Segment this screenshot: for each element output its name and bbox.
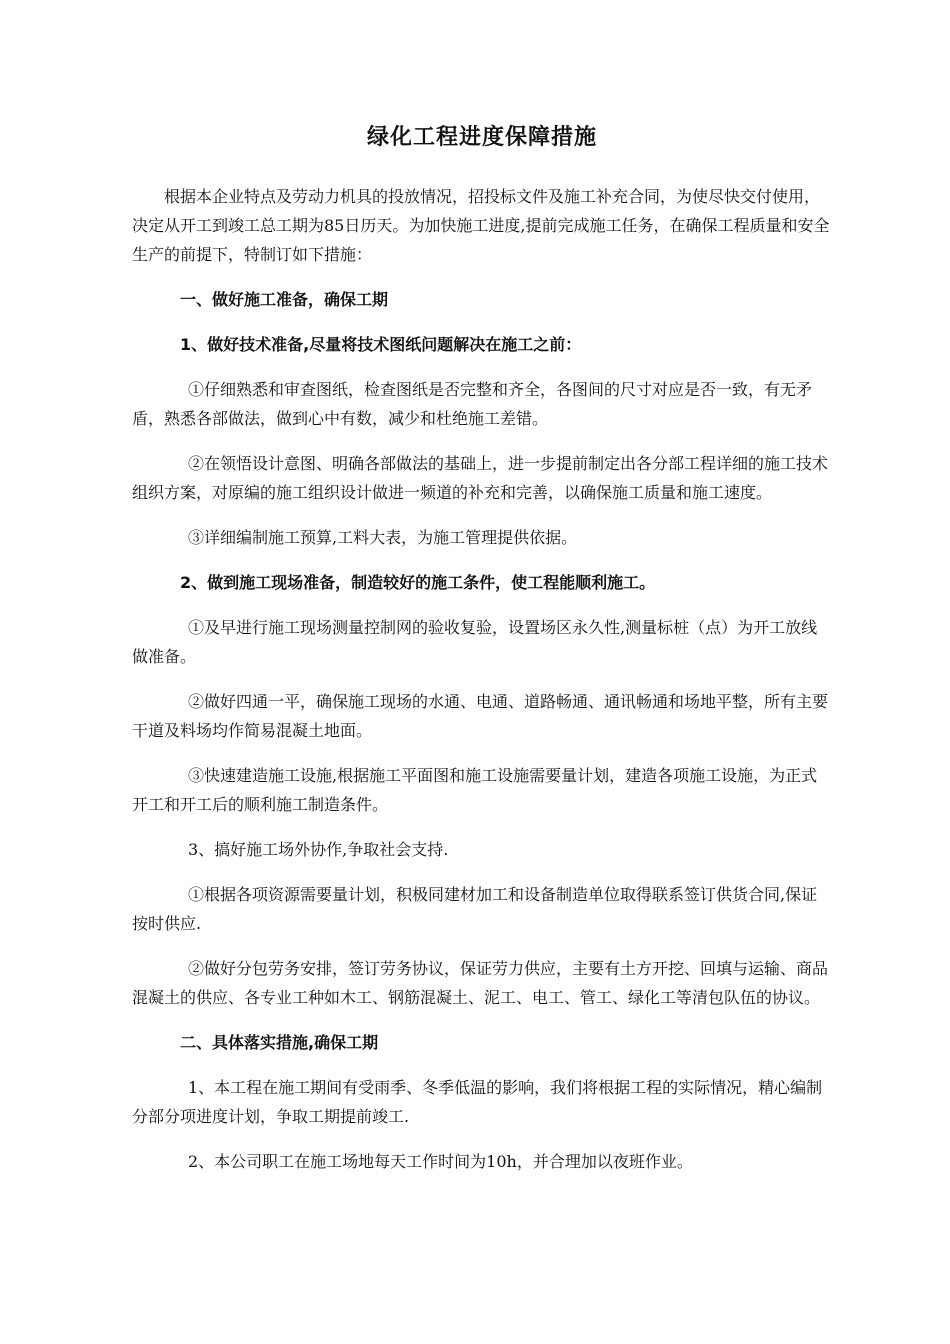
document-title: 绿化工程进度保障措施 xyxy=(366,125,597,150)
section-1-heading: 一、做好施工准备，确保工期 xyxy=(180,290,389,309)
list-item: ①及早进行施工现场测量控制网的验收复验，设置场区永久性,测量标桩（点）为开工放线做准备。 xyxy=(132,618,818,666)
list-item: ③快速建造施工设施,根据施工平面图和施工设施需要量计划，建造各项施工设施，为正式开工和开工后的顺利施工制造条件。 xyxy=(132,766,818,814)
list-item: ③详细编制施工预算,工料大表，为施工管理提供依据。 xyxy=(188,528,578,547)
document-page xyxy=(132,118,832,1192)
intro-paragraph: 根据本企业特点及劳动力机具的投放情况，招投标文件及施工补充合同，为使尽快交付使用，决定从开工到竣工总工期为85日历天。为加快施工进度,提前完成施工任务，在确保工程质量和安全生产的前提下，特制订如下措施： xyxy=(132,187,830,264)
list-item: ①根据各项资源需要量计划，积极同建材加工和设备制造单位取得联系签订供货合同,保证按时供应. xyxy=(132,885,818,933)
section-1-sub-1-heading: 1、做好技术准备,尽量将技术图纸问题解决在施工之前： xyxy=(180,335,582,354)
list-item: ①仔细熟悉和审查图纸，检查图纸是否完整和齐全，各图间的尺寸对应是否一致，有无矛盾，熟悉各部做法，做到心中有数，减少和杜绝施工差错。 xyxy=(132,380,813,428)
section-1-sub-3-heading: 3、搞好施工场外协作,争取社会支持. xyxy=(188,840,449,859)
section-1-sub-2-heading: 2、做到施工现场准备，制造较好的施工条件，使工程能顺利施工。 xyxy=(180,573,656,592)
list-item: 2、本公司职工在施工场地每天工作时间为10h，并合理加以夜班作业。 xyxy=(188,1152,693,1171)
list-item: ②做好四通一平，确保施工现场的水通、电通、道路畅通、通讯畅通和场地平整，所有主要干道及料场均作简易混凝土地面。 xyxy=(132,692,829,740)
list-item: ②在领悟设计意图、明确各部做法的基础上，进一步提前制定出各分部工程详细的施工技术组织方案，对原编的施工组织设计做进一频道的补充和完善，以确保施工质量和施工速度。 xyxy=(132,454,829,502)
list-item: ②做好分包劳务安排，签订劳务协议，保证劳力供应，主要有土方开挖、回填与运输、商品混凝土的供应、各专业工种如木工、钢筋混凝土、泥工、电工、管工、绿化工等清包队伍的协议。 xyxy=(132,959,829,1007)
list-item: 1、本工程在施工期间有受雨季、冬季低温的影响，我们将根据工程的实际情况，精心编制分部分项进度计划，争取工期提前竣工. xyxy=(132,1078,823,1126)
section-2-heading: 二、具体落实措施,确保工期 xyxy=(180,1033,379,1052)
